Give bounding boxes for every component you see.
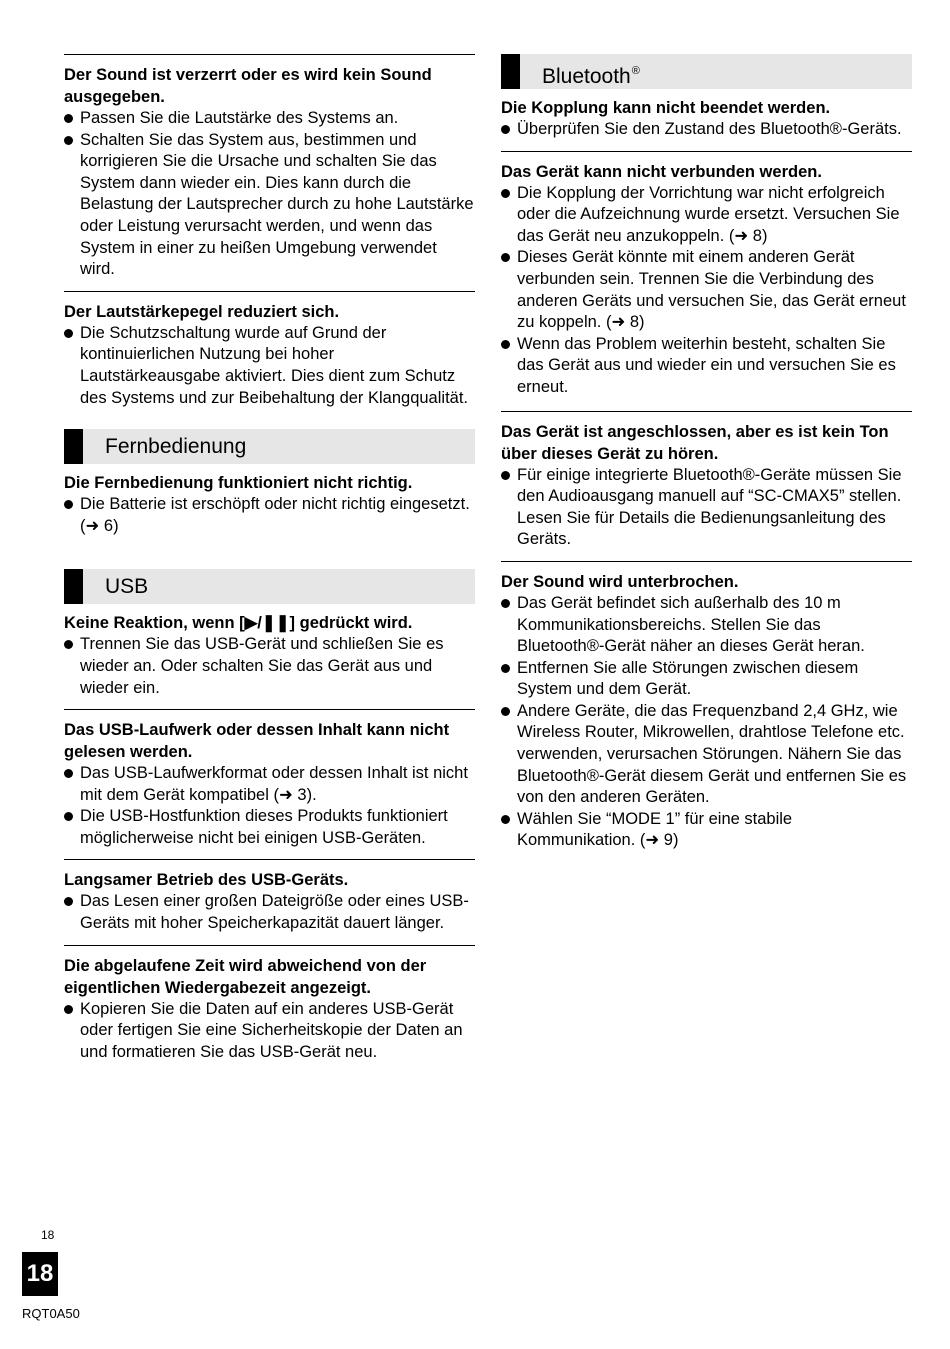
- section-header-usb: [64, 569, 475, 604]
- bullet-list: [501, 593, 912, 852]
- list-item: [64, 323, 475, 409]
- bullet-icon: [501, 471, 510, 480]
- topic-title: Das Gerät ist angeschlossen, aber es ist kein Ton über dieses Gerät zu hören.: [501, 422, 889, 463]
- bullet-text: Schalten Sie das System aus, bestimmen und korrigieren Sie die Ursache und schalten Sie das System dann wieder ein. Dies kann durch die Belastung der Lautsprecher durch zu hohe Lautstärke oder Leistung verursacht werden, und wenn das System in einer zu heißen Umgebung verwendet wird.: [80, 130, 474, 279]
- bullet-text: Kopieren Sie die Daten auf ein anderes USB-Gerät oder fertigen Sie eine Sicherheitskopie der Daten an und formatieren Sie das USB-Gerät neu.: [80, 999, 463, 1061]
- bullet-list: [64, 323, 475, 409]
- section-title: Fernbedienung: [105, 435, 247, 459]
- bullet-list: [64, 891, 475, 934]
- bullet-text: Das USB-Laufwerkformat oder dessen Inhalt ist nicht mit dem Gerät kompatibel (➜ 3).: [80, 764, 468, 804]
- section-title: [542, 54, 640, 94]
- bullet-icon: [64, 640, 73, 649]
- section-title-text: Bluetooth: [542, 65, 631, 88]
- section-title: USB: [105, 575, 149, 599]
- bullet-list: [501, 119, 912, 141]
- list-item: [64, 494, 475, 537]
- bullet-text: Dieses Gerät könnte mit einem anderen Gerät verbunden sein. Trennen Sie die Verbindung des anderen Geräts und versuchen Sie, das Gerät erneut zu koppeln. (➜ 8): [517, 248, 906, 332]
- topic-title: Keine Reaktion, wenn [▶/❚❚] gedrückt wird.: [64, 614, 413, 633]
- section-bar: [64, 429, 83, 464]
- bullet-text: Das Lesen einer großen Dateigröße oder eines USB-Geräts mit hoher Speicherkapazität dauert länger.: [80, 892, 469, 933]
- topic-elapsed-time: [64, 945, 475, 1064]
- list-item: [64, 763, 475, 806]
- right-column: [501, 54, 912, 862]
- topic-title: Langsamer Betrieb des USB-Geräts.: [64, 871, 349, 890]
- bullet-list: [64, 763, 475, 849]
- bullet-list: [64, 108, 475, 281]
- bullet-icon: [64, 114, 73, 123]
- section-bar: [64, 569, 83, 604]
- section-header-remote: [64, 429, 475, 464]
- bullet-text: Die USB-Hostfunktion dieses Produkts funktioniert möglicherweise nicht bei einigen USB-Geräten.: [80, 807, 448, 847]
- topic-title: Die Kopplung kann nicht beendet werden.: [501, 99, 831, 117]
- topic-no-sound: [501, 411, 912, 551]
- bullet-list: [501, 183, 912, 399]
- list-item: [64, 108, 475, 130]
- registered-mark: ®: [631, 65, 640, 77]
- left-column: [64, 54, 475, 1073]
- topic-title: Das USB-Laufwerk oder dessen Inhalt kann nicht gelesen werden.: [64, 721, 450, 762]
- bullet-icon: [64, 1005, 73, 1014]
- bullet-text: Trennen Sie das USB-Gerät und schließen Sie es wieder an. Oder schalten Sie das Gerät aus und wieder ein.: [80, 635, 444, 697]
- list-item: [64, 891, 475, 934]
- bullet-icon: [501, 599, 510, 608]
- topic-title: Die Fernbedienung funktioniert nicht richtig.: [64, 474, 413, 493]
- topic-sound-distorted: [64, 54, 475, 281]
- list-item: [501, 658, 912, 701]
- bullet-icon: [501, 664, 510, 673]
- list-item: [64, 634, 475, 699]
- bullet-text: Die Batterie ist erschöpft oder nicht richtig eingesetzt. (➜ 6): [80, 495, 470, 535]
- bullet-icon: [501, 189, 510, 198]
- bullet-icon: [64, 812, 73, 821]
- topic-volume-reduced: [64, 291, 475, 409]
- bullet-text: Für einige integrierte Bluetooth®-Geräte müssen Sie den Audioausgang manuell auf “SC-CMAX5” stellen. Lesen Sie für Details die Bedienungsanleitung des Geräts.: [517, 465, 902, 549]
- bullet-icon: [501, 125, 510, 134]
- small-page-number: 18: [41, 1228, 55, 1242]
- list-item: [501, 119, 912, 141]
- bullet-list: [64, 494, 475, 537]
- topic-title: Das Gerät kann nicht verbunden werden.: [501, 162, 822, 181]
- section-header-bluetooth: [501, 54, 912, 89]
- bullet-text: Überprüfen Sie den Zustand des Bluetooth®-Geräts.: [517, 120, 902, 138]
- bullet-icon: [64, 897, 73, 906]
- topic-remote-not-working: [64, 472, 475, 537]
- bullet-text: Wenn das Problem weiterhin besteht, schalten Sie das Gerät aus und wieder ein und versuchen Sie es erneut.: [517, 334, 896, 396]
- topic-title: Der Sound ist verzerrt oder es wird kein Sound ausgegeben.: [64, 66, 432, 106]
- bullet-list: [64, 634, 475, 699]
- bullet-text: Entfernen Sie alle Störungen zwischen diesem System und dem Gerät.: [517, 658, 859, 699]
- bullet-icon: [501, 815, 510, 824]
- bullet-text: Das Gerät befindet sich außerhalb des 10 m Kommunikationsbereichs. Stellen Sie das Bluetooth®-Gerät näher an dieses Gerät heran.: [517, 593, 865, 656]
- bullet-icon: [501, 707, 510, 716]
- topic-cannot-connect: [501, 151, 912, 399]
- topic-title: Der Sound wird unterbrochen.: [501, 572, 739, 591]
- topic-no-reaction: [64, 612, 475, 699]
- bullet-text: Wählen Sie “MODE 1” für eine stabile Kommunikation. (➜ 9): [517, 809, 793, 850]
- list-item: [64, 806, 475, 849]
- list-item: [64, 130, 475, 281]
- topic-pairing-failed: [501, 97, 912, 141]
- bullet-text: Die Schutzschaltung wurde auf Grund der kontinuierlichen Nutzung bei hoher Lautstärkeausgabe aktiviert. Dies dient zum Schutz des Systems und zur Beibehaltung der Klangqualität.: [80, 323, 468, 407]
- bullet-icon: [501, 253, 510, 262]
- document-code: RQT0A50: [22, 1306, 80, 1321]
- topic-title: Die abgelaufene Zeit wird abweichend von der eigentlichen Wiedergabezeit angezeigt.: [64, 956, 427, 997]
- bullet-icon: [501, 340, 510, 349]
- bullet-text: Andere Geräte, die das Frequenzband 2,4 GHz, wie Wireless Router, Mikrowellen, drahtlose Telefone etc. verwenden, verursachen Störungen. Nähern Sie das Bluetooth®-Gerät diesem Gerät und entfernen Sie es von den anderen Geräten.: [517, 701, 907, 807]
- list-item: [501, 809, 912, 852]
- list-item: [501, 247, 912, 333]
- topic-slow-operation: [64, 859, 475, 934]
- bullet-icon: [64, 500, 73, 509]
- section-bar: [501, 54, 520, 89]
- bullet-icon: [64, 769, 73, 778]
- bullet-icon: [64, 329, 73, 338]
- topic-sound-interrupted: [501, 561, 912, 852]
- bullet-list: [501, 465, 912, 551]
- bullet-list: [64, 999, 475, 1064]
- list-item: [501, 334, 912, 399]
- list-item: [501, 701, 912, 809]
- topic-usb-not-readable: [64, 709, 475, 849]
- bullet-icon: [64, 136, 73, 145]
- list-item: [501, 183, 912, 248]
- list-item: [501, 593, 912, 658]
- list-item: [64, 999, 475, 1064]
- page-number-box: 18: [22, 1252, 58, 1296]
- bullet-text: Die Kopplung der Vorrichtung war nicht erfolgreich oder die Aufzeichnung wurde ersetzt. Versuchen Sie das Gerät neu anzukoppeln. (➜ 8): [517, 183, 900, 245]
- list-item: [501, 465, 912, 551]
- bullet-text: Passen Sie die Lautstärke des Systems an.: [80, 109, 399, 127]
- topic-title: Der Lautstärkepegel reduziert sich.: [64, 302, 340, 321]
